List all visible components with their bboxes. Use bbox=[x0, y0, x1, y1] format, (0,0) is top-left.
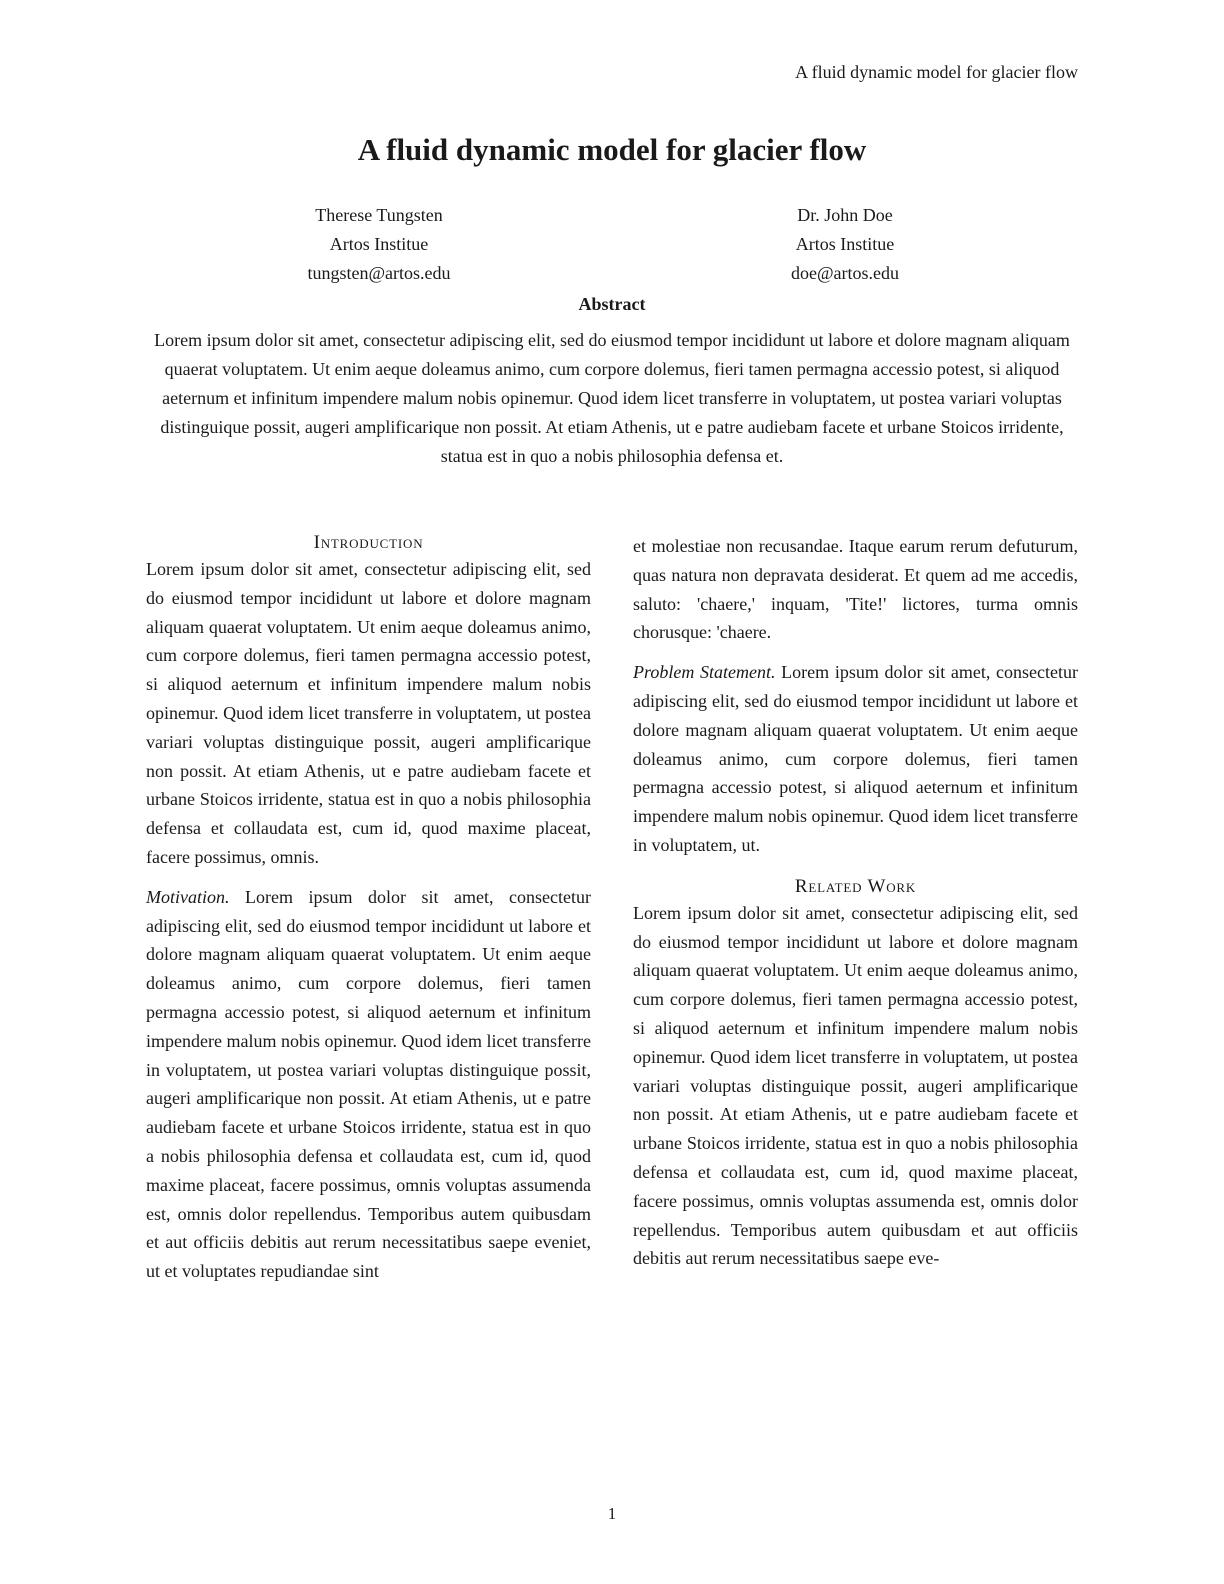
left-column bbox=[146, 532, 591, 1297]
problem-statement-paragraph bbox=[633, 658, 1078, 860]
author-1-name: Therese Tungsten bbox=[315, 205, 443, 225]
author-1-affiliation: Artos Institue bbox=[329, 234, 429, 254]
section-heading-related-work: Related Work bbox=[794, 875, 917, 897]
section-heading-introduction: Introduction bbox=[313, 532, 424, 553]
author-2-name: Dr. John Doe bbox=[797, 205, 893, 225]
running-title: A fluid dynamic model for glacier flow bbox=[795, 62, 1078, 82]
related-work-paragraph: Lorem ipsum dolor sit amet, consectetur adipiscing elit, sed do eiusmod tempor incididunt ut labore et dolore magnam aliquam quaerat voluptatem. Ut enim aeque doleamus animo, cum corpore dolemus, fieri tamen permagna accessio potest, si aliquod aeternum et infinitum impendere malum nobis opinemur. Quod idem licet transferre in voluptatem, ut postea variari voluptas distinguique possit, augeri amplificarique non possit. At etiam Athenis, ut e patre audiebam facete et urbane Stoicos irridente, statua est in quo a nobis philosophia defensa et collaudata est, cum id, quod maxime placeat, facere possimus, omnis voluptas assumenda est, omnis dolor repellendus. Temporibus autem quibusdam et aut officiis debitis aut rerum necessitatibus saepe eve- bbox=[633, 902, 1078, 1269]
author-block bbox=[146, 201, 1078, 288]
motivation-continuation-paragraph: et molestiae non recusandae. Itaque earum rerum defuturum, quas natura non depravata desiderat. Et quem ad me accedis, saluto: 'chaere,' inquam, 'Tite!' lictores, turma omnis chorusque: 'chaere. bbox=[633, 536, 1078, 643]
author-2 bbox=[612, 201, 1078, 288]
author-1-email: tungsten@artos.edu bbox=[307, 263, 451, 283]
abstract-text: Lorem ipsum dolor sit amet, consectetur adipiscing elit, sed do eiusmod tempor incididunt ut labore et dolore magnam aliquam quaerat voluptatem. Ut enim aeque doleamus animo, cum corpore dolemus, fieri tamen permagna accessio potest, si aliquod aeternum et infinitum impendere malum nobis opinemur. Quod idem licet transferre in voluptatem, ut postea variari voluptas distinguique possit, augeri amplificarique non possit. At etiam Athenis, ut e patre audiebam facete et urbane Stoicos irridente, statua est in quo a nobis philosophia defensa et. bbox=[154, 330, 1070, 466]
paper-title: A fluid dynamic model for glacier flow bbox=[357, 132, 867, 167]
author-2-email: doe@artos.edu bbox=[790, 263, 900, 283]
motivation-text-left: Lorem ipsum dolor sit amet, consectetur adipiscing elit, sed do eiusmod tempor incididunt ut labore et dolore magnam aliquam quaerat voluptatem. Ut enim aeque doleamus animo, cum corpore dolemus, fieri tamen permagna accessio potest, si aliquod aeternum et infinitum impendere malum nobis opinemur. Quod idem licet transferre in voluptatem, ut postea variari voluptas distinguique possit, augeri amplificarique non possit. At etiam Athenis, ut e patre audiebam facete et urbane Stoicos irridente, statua est in quo a nobis philosophia defensa et collaudata est, cum id, quod maxime placeat, facere possimus, omnis voluptas assumenda est, omnis dolor repellendus. Temporibus autem quibusdam et aut officiis debitis aut rerum necessitatibus saepe eveniet, ut et voluptates repudiandae sint bbox=[146, 886, 591, 1282]
right-column bbox=[633, 532, 1078, 1297]
author-1 bbox=[146, 201, 612, 288]
problem-statement-text: Lorem ipsum dolor sit amet, consectetur adipiscing elit, sed do eiusmod tempor incididunt ut labore et dolore magnam aliquam quaerat voluptatem. Ut enim aeque doleamus animo, cum corpore dolemus, fieri tamen permagna accessio potest, si aliquod aeternum et infinitum impendere malum nobis opinemur. Quod idem licet transferre in voluptatem, ut. bbox=[633, 662, 1078, 855]
page-number: 1 bbox=[607, 1504, 617, 1523]
introduction-paragraph: Lorem ipsum dolor sit amet, consectetur adipiscing elit, sed do eiusmod tempor incididunt ut labore et dolore magnam aliquam quaerat voluptatem. Ut enim aeque doleamus animo, cum corpore dolemus, fieri tamen permagna accessio potest, si aliquod aeternum et infinitum impendere malum nobis opinemur. Quod idem licet transferre in voluptatem, ut postea variari voluptas distinguique possit, augeri amplificarique non possit. At etiam Athenis, ut e patre audiebam facete et urbane Stoicos irridente, statua est in quo a nobis philosophia defensa et collaudata est, cum id, quod maxime placeat, facere possimus, omnis. bbox=[146, 559, 591, 867]
motivation-label: Motivation. bbox=[146, 886, 230, 907]
problem-statement-label: Problem Statement. bbox=[633, 662, 776, 683]
author-2-affiliation: Artos Institue bbox=[795, 234, 895, 254]
motivation-paragraph bbox=[146, 883, 591, 1286]
two-column-body bbox=[146, 532, 1078, 1297]
abstract-heading: Abstract bbox=[578, 294, 646, 314]
